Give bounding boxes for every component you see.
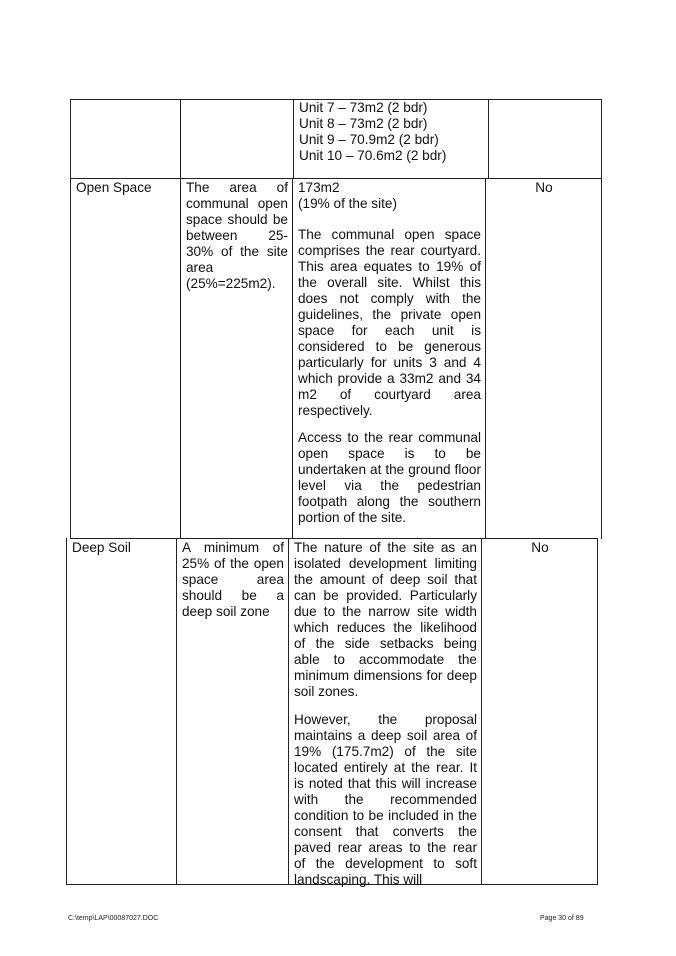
table-col-divider bbox=[292, 178, 293, 539]
table-row-divider bbox=[70, 178, 602, 179]
table-col-divider bbox=[293, 99, 294, 179]
table-row-divider bbox=[70, 538, 598, 539]
row-response-paragraph: The communal open space comprises the rear courtyard. This area equates to 19% of the overall site. Whilst this does not comply with the guidelines, the private open space for each unit is considered to be generous particularly for units 3 and 4 which provide a 33m2 and 34 m2 of courtyard area respectively. bbox=[298, 227, 481, 418]
footer-file-path: C:\temp\LAP\00087027.DOC bbox=[68, 915, 159, 922]
row-requirement: A minimum of 25% of the open space area should be a deep soil zone bbox=[182, 540, 284, 619]
row-name: Open Space bbox=[76, 180, 152, 195]
table-col-divider bbox=[485, 178, 486, 539]
table-col-divider bbox=[481, 538, 482, 885]
row-response-paragraph: However, the proposal maintains a deep soil area of 19% (175.7m2) of the site located entirely at the rear. It is noted that this will increase with the recommended condition to be included in the consent that converts the paved rear areas to the rear of the development to soft landscaping. This will bbox=[294, 712, 477, 887]
row-response: Unit 7 – 73m2 (2 bdr) Unit 8 – 73m2 (2 bdr) Unit 9 – 70.9m2 (2 bdr) Unit 10 – 70.6m2 (2 bdr) bbox=[299, 100, 447, 163]
table-col-divider bbox=[176, 538, 177, 885]
table-col-divider bbox=[488, 99, 489, 179]
row-complies: No bbox=[531, 540, 549, 555]
row-complies: No bbox=[535, 180, 553, 195]
table-col-divider bbox=[288, 538, 289, 885]
table-col-divider bbox=[597, 538, 598, 885]
table-col-divider bbox=[66, 538, 67, 885]
row-response-paragraph: The nature of the site as an isolated development limiting the amount of deep soil that can be provided. Particularly due to the narrow site width which reduces the likelihood of the side setbacks being able to accommodate the minimum dimensions for deep soil zones. bbox=[294, 540, 477, 699]
row-requirement: The area of communal open space should be between 25-30% of the site area (25%=225m2). bbox=[186, 180, 288, 291]
table-col-divider bbox=[70, 99, 71, 179]
table-col-divider bbox=[180, 99, 181, 179]
table-col-divider bbox=[601, 99, 602, 179]
row-response-paragraph: Access to the rear communal open space is to be undertaken at the ground floor level via the pedestrian footpath along the southern portion of the site. bbox=[298, 430, 481, 525]
row-name: Deep Soil bbox=[72, 540, 131, 555]
row-response: 173m2 (19% of the site) bbox=[298, 180, 397, 211]
table-col-divider bbox=[180, 178, 181, 539]
table-col-divider bbox=[70, 178, 71, 539]
table-col-divider bbox=[601, 178, 602, 539]
footer-page-number: Page 30 of 89 bbox=[540, 915, 584, 922]
